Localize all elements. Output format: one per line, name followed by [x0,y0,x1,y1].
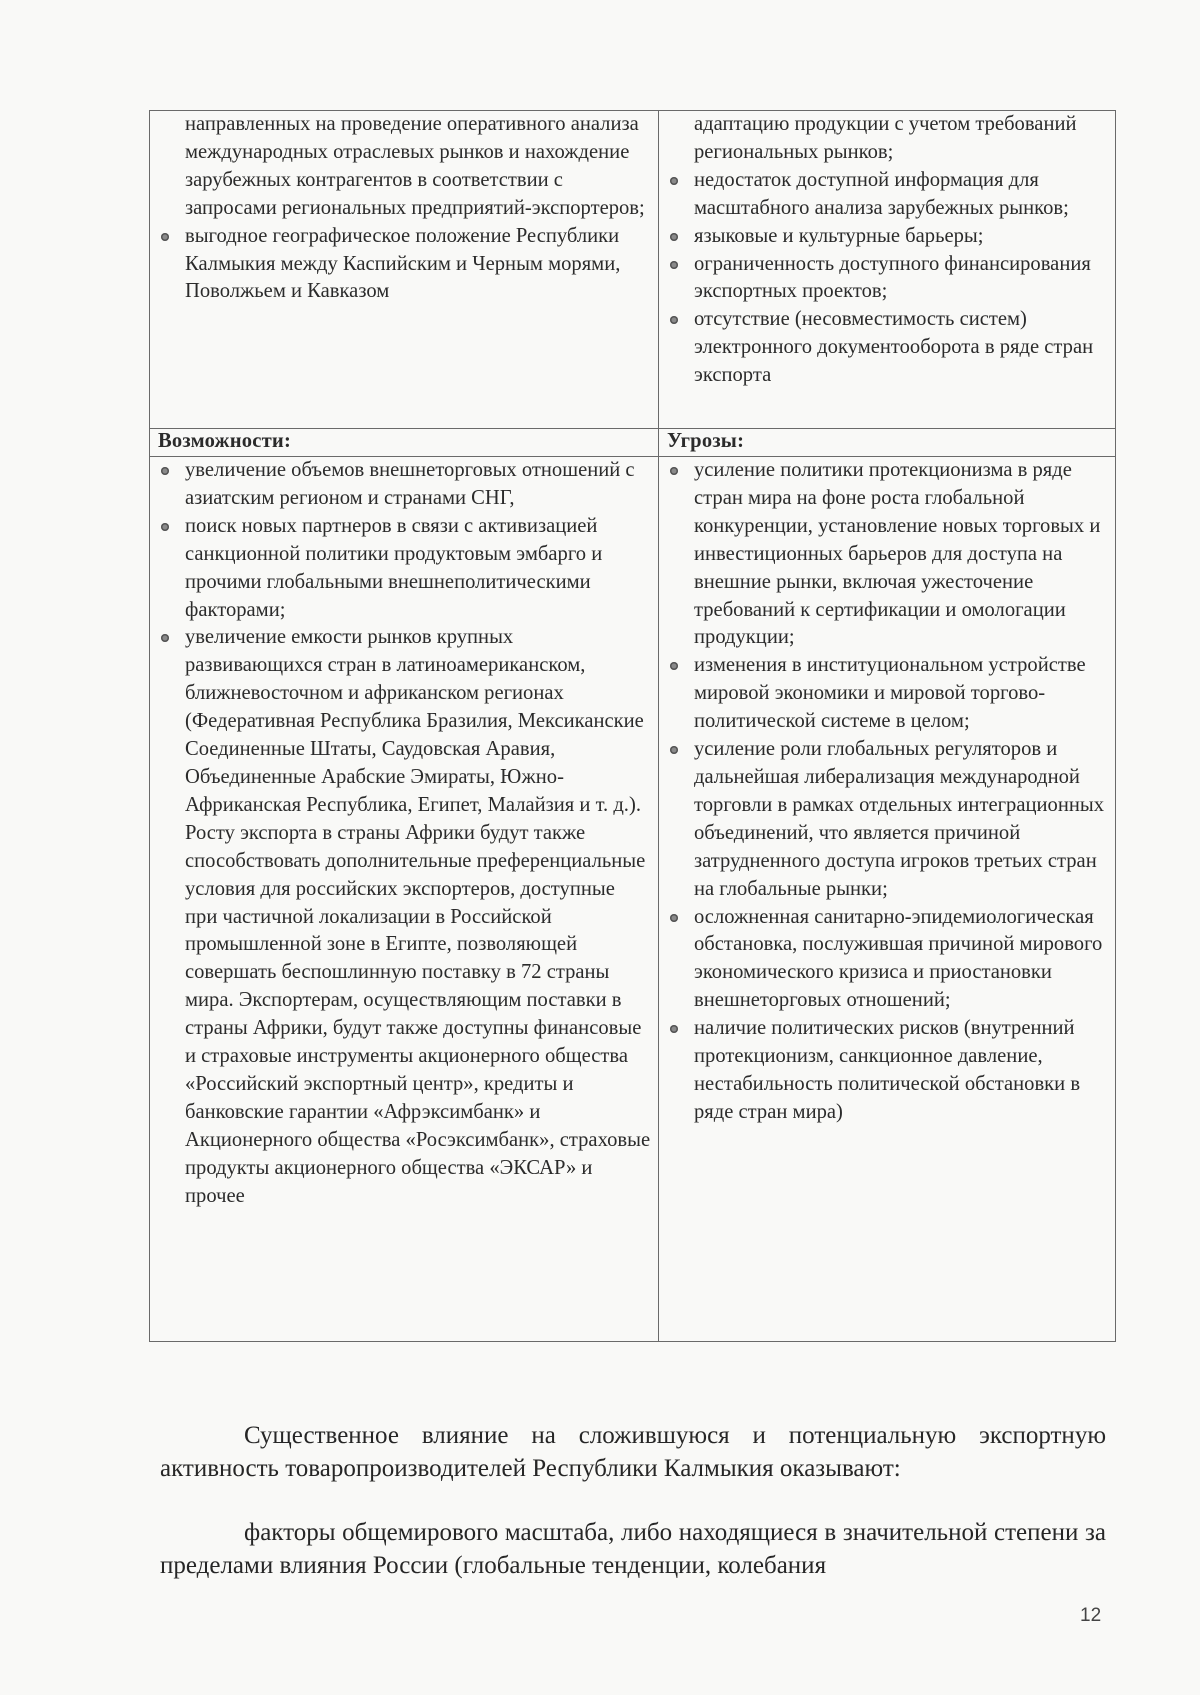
list-item: поиск новых партнеров в связи с активизацией санкционной политики продуктовым эмбарго и прочими глобальными внешнеполитическими факторами; [156,513,652,625]
list-item: усиление политики протекционизма в ряде стран мира на фоне роста глобальной конкуренции, установление новых торговых и инвестиционных барьеров для доступа на внешние рынки, включая ужесточение требований к сертификации и омологации продукции; [665,457,1109,652]
list-item: языковые и культурные барьеры; [665,223,1109,251]
list-item: осложненная санитарно-эпидемиологическая обстановка, послужившая причиной мирового экономического кризиса и приостановки внешнеторговых отношений; [665,904,1109,1016]
strengths-cell [150,111,659,429]
table-row [150,429,1116,457]
swot-table [149,110,1116,1342]
weaknesses-list [665,167,1109,390]
opportunities-cell [150,457,659,1342]
weaknesses-cell [659,111,1116,429]
strengths-list [156,223,652,307]
body-paragraph-2: факторы общемирового масштаба, либо находящиеся в значительной степени за пределами влияния России (глобальные тенденции, колебания [160,1519,1106,1579]
table-row [150,457,1116,1342]
strengths-continuation: направленных на проведение оперативного анализа международных отраслевых рынков и нахождение зарубежных контрагентов в соответствии с запросами региональных предприятий-экспортеров; [185,113,645,219]
threats-list [665,457,1109,1127]
list-item: недостаток доступной информация для масштабного анализа зарубежных рынков; [665,167,1109,223]
table-row [150,111,1116,429]
opportunities-header: Возможности: [150,429,659,457]
list-item: наличие политических рисков (внутренний протекционизм, санкционное давление, нестабильность политической обстановки в ряде стран мира) [665,1015,1109,1127]
list-item: увеличение емкости рынков крупных развивающихся стран в латиноамериканском, ближневосточном и африканском регионах (Федеративная Республика Бразилия, Мексиканские Соединенные Штаты, Саудовская Аравия, Объединенные Арабские Эмираты, Южно-Африканская Республика, Египет, Малайзия и т. д.). Росту экспорта в страны Африки будут также способствовать дополнительные преференциальные условия для российских экспортеров, доступные при частичной локализации в Российской промышленной зоне в Египте, позволяющей совершать беспошлинную поставку в 72 страны мира. Экспортерам, осуществляющим поставки в страны Африки, будут также доступны финансовые и страховые инструменты акционерного общества «Российский экспортный центр», кредиты и банковские гарантии «Афрэксимбанк» и Акционерного общества «Росэксимбанк», страховые продукты акционерного общества «ЭКСАР» и прочее [156,624,652,1210]
threats-header: Угрозы: [659,429,1116,457]
weaknesses-continuation: адаптацию продукции с учетом требований региональных рынков; [694,113,1077,163]
opportunities-list [156,457,652,1210]
list-item: ограниченность доступного финансирования экспортных проектов; [665,251,1109,307]
body-paragraph-1: Существенное влияние на сложившуюся и потенциальную экспортную активность товаропроизводителей Республики Калмыкия оказывают: [160,1422,1106,1482]
list-item: усиление роли глобальных регуляторов и дальнейшая либерализация международной торговли в рамках отдельных интеграционных объединений, что является причиной затрудненного доступа игроков третьих стран на глобальные рынки; [665,736,1109,903]
list-item: выгодное географическое положение Республики Калмыкия между Каспийским и Черным морями, Поволжьем и Кавказом [156,223,652,307]
list-item: отсутствие (несовместимость систем) электронного документооборота в ряде стран экспорта [665,306,1109,390]
page-number: 12 [1080,1605,1102,1626]
threats-cell [659,457,1116,1342]
list-item: увеличение объемов внешнеторговых отношений с азиатским регионом и странами СНГ, [156,457,652,513]
list-item: изменения в институциональном устройстве мировой экономики и мировой торгово-политической системе в целом; [665,652,1109,736]
